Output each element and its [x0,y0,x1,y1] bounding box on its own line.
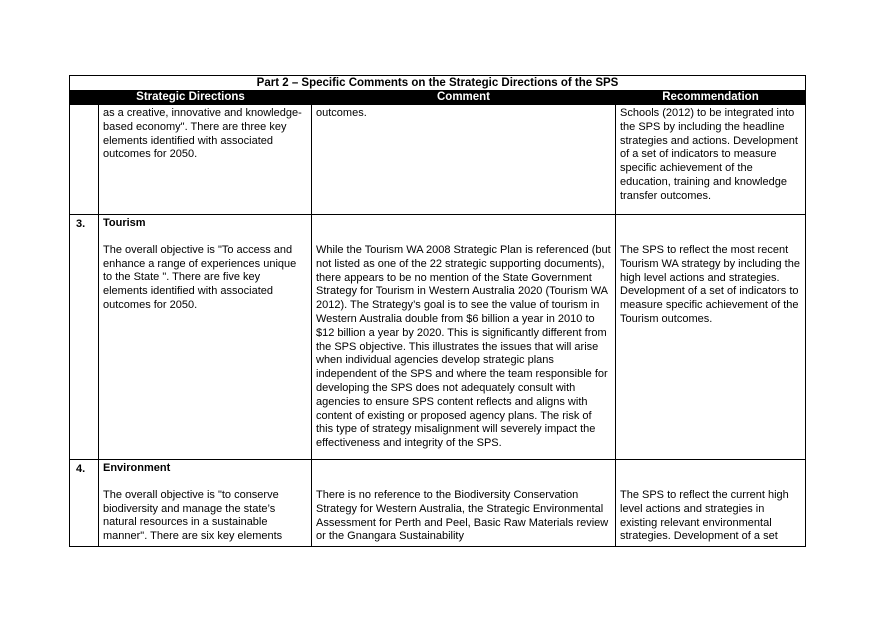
recommendation-cell [616,460,806,547]
row-number: 4. [70,460,99,547]
direction-text: The overall objective is "to conserve biodiversity and manage the state’s natural resources in a sustainable manner". There are six key elements [103,488,283,543]
recommendation-text: The SPS to reflect the most recent Tourism WA strategy by including the high level actions and strategies. Development of a set of indicators to measure specific achievement of the Tourism outcomes. [620,244,800,325]
comment-text: outcomes. [316,107,367,119]
document-page [69,75,805,547]
comment-cell [312,215,616,460]
header-comment: Comment [312,91,616,105]
row-number [70,105,99,215]
part-title: Part 2 – Specific Comments on the Strategic Directions of the SPS [70,76,806,91]
strategic-directions-table [69,75,806,547]
table-row [70,460,806,547]
comment-text: There is no reference to the Biodiversity Conservation Strategy for Western Australia, the Strategic Environmental Assessment for Perth and Peel, Basic Raw Materials review or the Gnangara Sustainability [316,489,609,543]
header-strategic-directions: Strategic Directions [70,91,312,105]
cell-spacer [316,217,611,244]
recommendation-cell [616,105,806,215]
comment-cell [312,460,616,547]
cell-spacer [620,462,801,489]
recommendation-text: Schools (2012) to be integrated into the SPS by including the headline strategies and actions. Development of a set of indicators to measure specific achievement of the education, training and knowledge transfer outcomes. [620,107,798,202]
strategic-direction-cell [99,460,312,547]
topic-title: Tourism [103,217,146,229]
row-number: 3. [70,215,99,460]
recommendation-text: The SPS to reflect the current high level actions and strategies in existing relevant environmental strategies. Development of a set [620,489,789,543]
table-row [70,105,806,215]
strategic-direction-cell [99,215,312,460]
recommendation-cell [616,215,806,460]
direction-text: as a creative, innovative and knowledge-based economy". There are three key elements identified with associated outcomes for 2050. [103,107,302,161]
cell-spacer [316,462,611,489]
header-recommendation: Recommendation [616,91,806,105]
direction-text: The overall objective is "To access and enhance a range of experiences unique to the State ". There are five key elements identified with associated outcomes for 2050. [103,243,297,311]
table-row [70,215,806,460]
strategic-direction-cell [99,105,312,215]
cell-spacer [620,217,801,244]
comment-cell [312,105,616,215]
comment-text: While the Tourism WA 2008 Strategic Plan is referenced (but not listed as one of the 22 strategic supporting documents), there appears to be no mention of the State Government Strategy for Tourism in Western Australia 2020 (Tourism WA 2012). The Strategy’s goal is to see the value of tourism in Western Australia double from $6 billion a year in 2010 to $12 billion a year by 2020. This is significantly different from the SPS objective. This illustrates the issues that will arise when individual agencies develop strategic plans independent of the SPS and where the team responsible for developing the SPS does not adequately consult with agencies to ensure SPS content reflects and aligns with content of existing or proposed agency plans. The risk of this type of strategy misalignment will severely impact the effectiveness and integrity of the SPS. [316,244,611,450]
topic-title: Environment [103,462,171,474]
